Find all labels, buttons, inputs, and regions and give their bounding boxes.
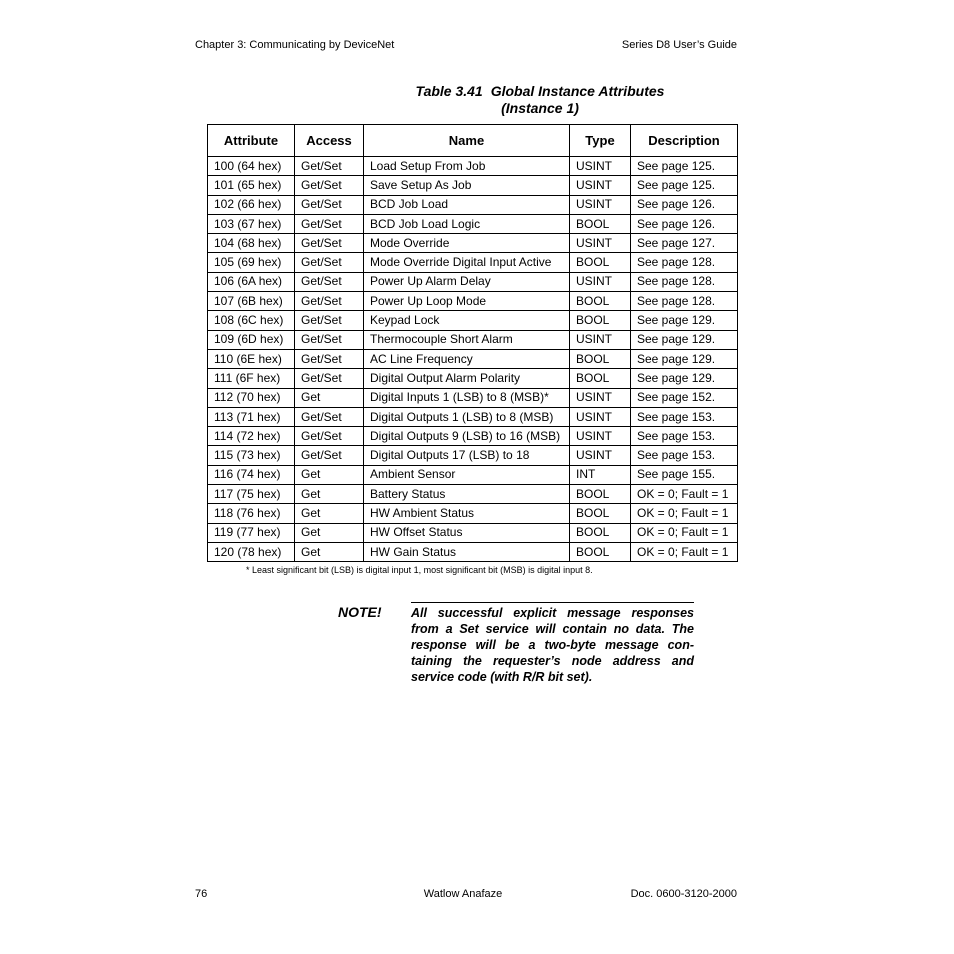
cell-access: Get/Set <box>295 292 364 311</box>
cell-name: Digital Output Alarm Polarity <box>364 369 570 388</box>
table-row <box>208 157 738 176</box>
cell-access: Get/Set <box>295 330 364 349</box>
cell-description: See page 128. <box>631 272 738 291</box>
cell-attribute: 105 (69 hex) <box>208 253 295 272</box>
cell-access: Get/Set <box>295 446 364 465</box>
table-header-row <box>208 125 738 157</box>
cell-access: Get <box>295 465 364 484</box>
cell-type: USINT <box>570 234 631 253</box>
cell-type: USINT <box>570 272 631 291</box>
cell-access: Get <box>295 542 364 561</box>
table-caption <box>330 83 750 117</box>
cell-access: Get/Set <box>295 214 364 233</box>
cell-access: Get/Set <box>295 234 364 253</box>
table-row <box>208 234 738 253</box>
cell-attribute: 118 (76 hex) <box>208 504 295 523</box>
cell-attribute: 101 (65 hex) <box>208 176 295 195</box>
cell-type: USINT <box>570 157 631 176</box>
cell-type: BOOL <box>570 214 631 233</box>
cell-type: BOOL <box>570 542 631 561</box>
cell-description: See page 127. <box>631 234 738 253</box>
cell-name: Power Up Loop Mode <box>364 292 570 311</box>
table-footnote: * Least significant bit (LSB) is digital input 1, most significant bit (MSB) is digital input 8. <box>246 565 593 575</box>
cell-access: Get/Set <box>295 311 364 330</box>
cell-access: Get/Set <box>295 407 364 426</box>
cell-access: Get/Set <box>295 427 364 446</box>
cell-type: BOOL <box>570 292 631 311</box>
table-row <box>208 504 738 523</box>
cell-type: USINT <box>570 176 631 195</box>
cell-description: OK = 0; Fault = 1 <box>631 504 738 523</box>
cell-name: Mode Override <box>364 234 570 253</box>
cell-description: OK = 0; Fault = 1 <box>631 542 738 561</box>
global-instance-attributes-table <box>207 124 738 562</box>
cell-type: USINT <box>570 195 631 214</box>
table-row <box>208 407 738 426</box>
table-title: Global Instance Attributes <box>490 83 665 99</box>
table-row <box>208 485 738 504</box>
table-body <box>208 157 738 562</box>
cell-attribute: 109 (6D hex) <box>208 330 295 349</box>
cell-name: HW Offset Status <box>364 523 570 542</box>
cell-description: OK = 0; Fault = 1 <box>631 523 738 542</box>
cell-type: USINT <box>570 388 631 407</box>
cell-description: See page 129. <box>631 349 738 368</box>
cell-name: Digital Outputs 9 (LSB) to 16 (MSB) <box>364 427 570 446</box>
table-row <box>208 176 738 195</box>
cell-name: Ambient Sensor <box>364 465 570 484</box>
table-row <box>208 311 738 330</box>
cell-attribute: 102 (66 hex) <box>208 195 295 214</box>
cell-name: Digital Outputs 17 (LSB) to 18 <box>364 446 570 465</box>
cell-type: USINT <box>570 407 631 426</box>
table-row <box>208 195 738 214</box>
cell-attribute: 116 (74 hex) <box>208 465 295 484</box>
note-label: NOTE! <box>338 604 382 620</box>
page-number: 76 <box>195 888 208 900</box>
table-number: Table 3.41 <box>415 83 483 99</box>
cell-description: See page 125. <box>631 157 738 176</box>
cell-name: HW Ambient Status <box>364 504 570 523</box>
cell-access: Get <box>295 504 364 523</box>
cell-name: Thermocouple Short Alarm <box>364 330 570 349</box>
cell-name: Digital Outputs 1 (LSB) to 8 (MSB) <box>364 407 570 426</box>
table-row <box>208 330 738 349</box>
cell-type: BOOL <box>570 485 631 504</box>
cell-type: USINT <box>570 330 631 349</box>
note-divider <box>411 602 694 603</box>
cell-access: Get/Set <box>295 253 364 272</box>
column-header-type: Type <box>570 125 631 157</box>
cell-attribute: 114 (72 hex) <box>208 427 295 446</box>
cell-attribute: 100 (64 hex) <box>208 157 295 176</box>
table-row <box>208 292 738 311</box>
cell-type: BOOL <box>570 311 631 330</box>
table-row <box>208 465 738 484</box>
cell-name: Load Setup From Job <box>364 157 570 176</box>
cell-type: INT <box>570 465 631 484</box>
cell-description: See page 152. <box>631 388 738 407</box>
cell-description: See page 126. <box>631 214 738 233</box>
footer-doc-number: Doc. 0600-3120-2000 <box>630 888 737 900</box>
column-header-access: Access <box>295 125 364 157</box>
cell-name: Battery Status <box>364 485 570 504</box>
table-row <box>208 349 738 368</box>
cell-description: See page 153. <box>631 407 738 426</box>
table-row <box>208 523 738 542</box>
cell-description: See page 128. <box>631 292 738 311</box>
cell-attribute: 106 (6A hex) <box>208 272 295 291</box>
cell-access: Get <box>295 388 364 407</box>
cell-attribute: 107 (6B hex) <box>208 292 295 311</box>
column-header-description: Description <box>631 125 738 157</box>
cell-name: Mode Override Digital Input Active <box>364 253 570 272</box>
cell-description: OK = 0; Fault = 1 <box>631 485 738 504</box>
cell-access: Get/Set <box>295 369 364 388</box>
table-row <box>208 369 738 388</box>
cell-attribute: 120 (78 hex) <box>208 542 295 561</box>
cell-type: BOOL <box>570 504 631 523</box>
cell-access: Get <box>295 523 364 542</box>
cell-attribute: 113 (71 hex) <box>208 407 295 426</box>
column-header-name: Name <box>364 125 570 157</box>
cell-access: Get <box>295 485 364 504</box>
cell-name: AC Line Frequency <box>364 349 570 368</box>
cell-description: See page 153. <box>631 427 738 446</box>
cell-attribute: 103 (67 hex) <box>208 214 295 233</box>
cell-access: Get/Set <box>295 176 364 195</box>
cell-description: See page 129. <box>631 369 738 388</box>
cell-attribute: 119 (77 hex) <box>208 523 295 542</box>
cell-description: See page 128. <box>631 253 738 272</box>
running-header-guide-title: Series D8 User’s Guide <box>621 39 737 51</box>
table-row <box>208 253 738 272</box>
table-row <box>208 446 738 465</box>
cell-description: See page 129. <box>631 330 738 349</box>
cell-attribute: 104 (68 hex) <box>208 234 295 253</box>
cell-description: See page 153. <box>631 446 738 465</box>
cell-description: See page 155. <box>631 465 738 484</box>
cell-type: BOOL <box>570 253 631 272</box>
table-row <box>208 388 738 407</box>
cell-type: BOOL <box>570 349 631 368</box>
cell-name: Save Setup As Job <box>364 176 570 195</box>
cell-name: HW Gain Status <box>364 542 570 561</box>
cell-attribute: 117 (75 hex) <box>208 485 295 504</box>
cell-type: USINT <box>570 427 631 446</box>
cell-type: BOOL <box>570 523 631 542</box>
cell-access: Get/Set <box>295 195 364 214</box>
cell-description: See page 126. <box>631 195 738 214</box>
cell-type: BOOL <box>570 369 631 388</box>
column-header-attribute: Attribute <box>208 125 295 157</box>
cell-name: Power Up Alarm Delay <box>364 272 570 291</box>
table-row <box>208 542 738 561</box>
cell-type: USINT <box>570 446 631 465</box>
table-row <box>208 272 738 291</box>
cell-name: Keypad Lock <box>364 311 570 330</box>
cell-name: Digital Inputs 1 (LSB) to 8 (MSB)* <box>364 388 570 407</box>
cell-name: BCD Job Load Logic <box>364 214 570 233</box>
cell-attribute: 115 (73 hex) <box>208 446 295 465</box>
cell-name: BCD Job Load <box>364 195 570 214</box>
table-row <box>208 427 738 446</box>
cell-description: See page 125. <box>631 176 738 195</box>
footer-company: Watlow Anafaze <box>423 888 503 900</box>
cell-attribute: 111 (6F hex) <box>208 369 295 388</box>
cell-access: Get/Set <box>295 157 364 176</box>
running-header-chapter: Chapter 3: Communicating by DeviceNet <box>195 39 395 51</box>
cell-access: Get/Set <box>295 349 364 368</box>
table-subtitle: (Instance 1) <box>501 100 579 116</box>
cell-attribute: 112 (70 hex) <box>208 388 295 407</box>
cell-description: See page 129. <box>631 311 738 330</box>
table-row <box>208 214 738 233</box>
cell-attribute: 108 (6C hex) <box>208 311 295 330</box>
note-text: All successful explicit message responses from a Set service will contain no data. The response will be a two-byte message con-taining the requester’s node address and service code (with R/R bit set). <box>411 606 694 684</box>
cell-access: Get/Set <box>295 272 364 291</box>
cell-attribute: 110 (6E hex) <box>208 349 295 368</box>
